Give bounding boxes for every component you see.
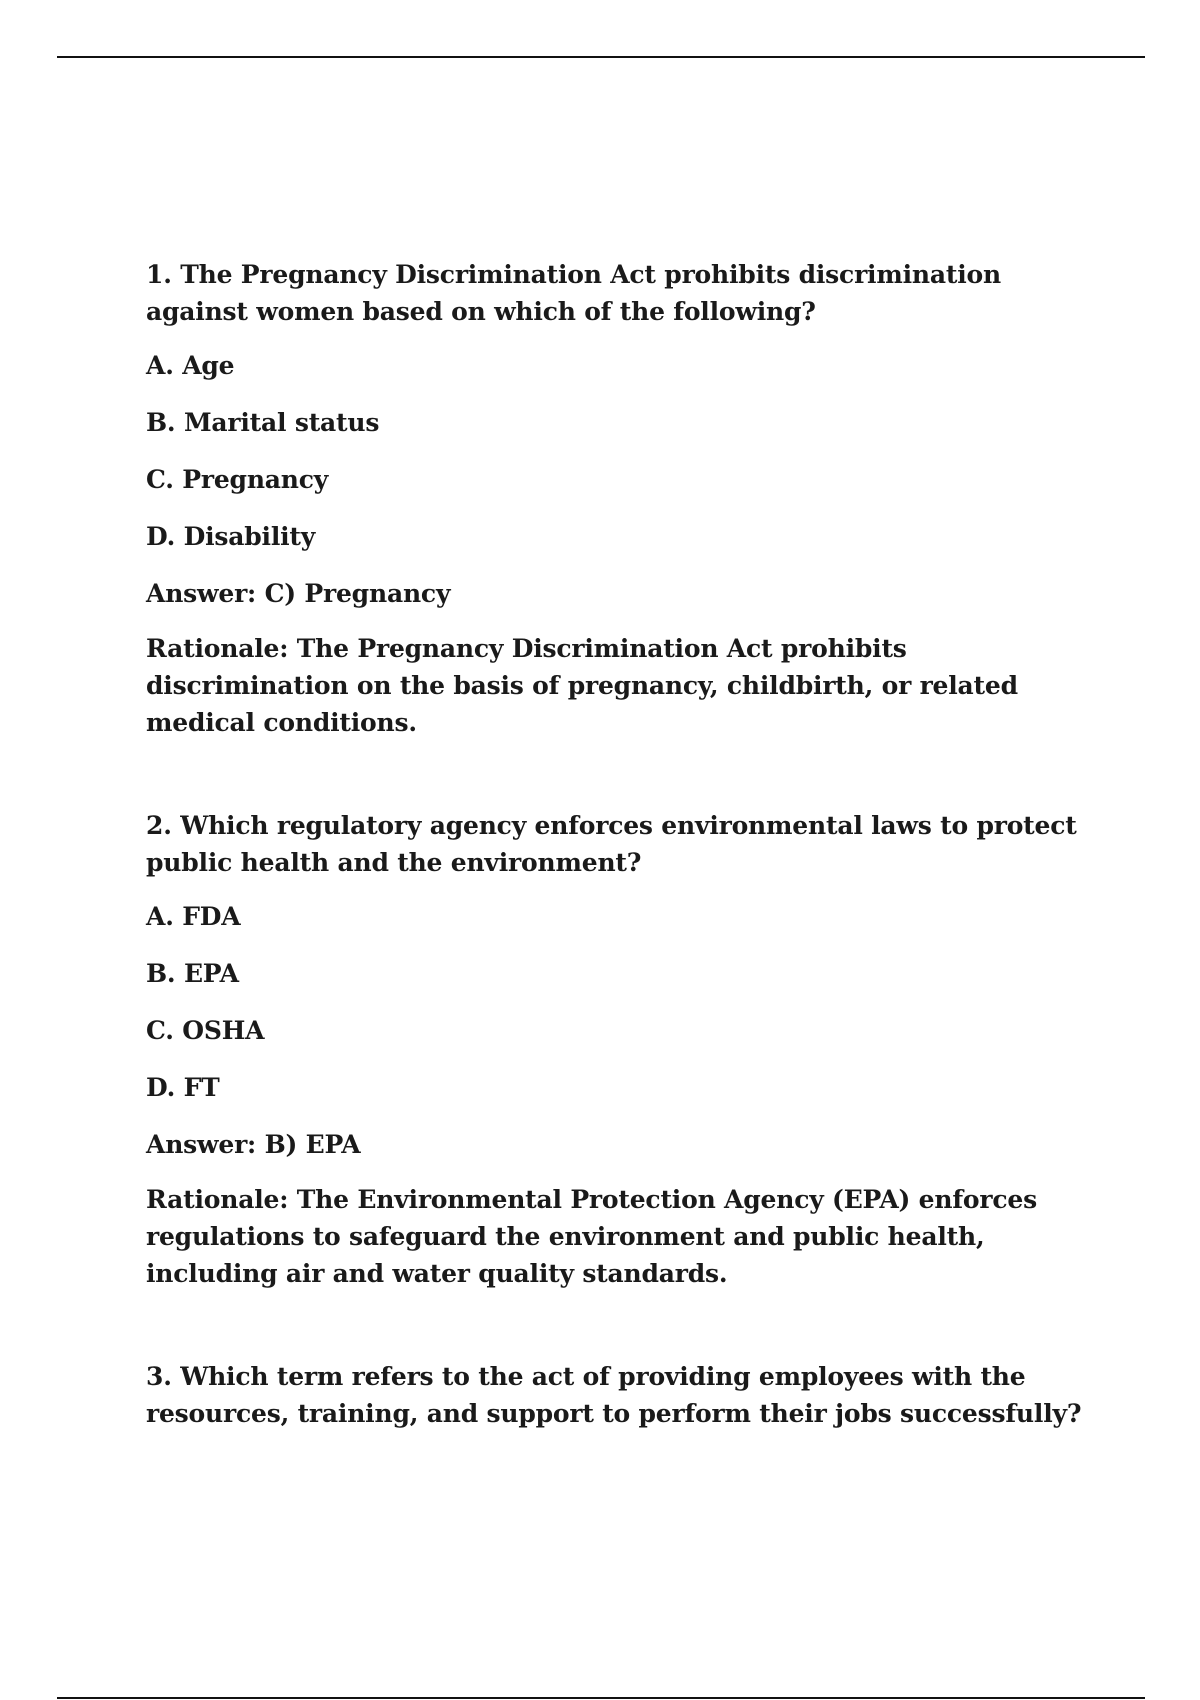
question-3 <box>146 1358 1096 1432</box>
question-text: 2. Which regulatory agency enforces environmental laws to protect public health and the environment? <box>146 811 1077 877</box>
option-a: A. Age <box>146 351 235 380</box>
footer-rule <box>57 1697 1145 1699</box>
question-text: 3. Which term refers to the act of providing employees with the resources, training, and support to perform their jobs successfully? <box>146 1362 1082 1428</box>
option-a: A. FDA <box>146 902 241 931</box>
question-2 <box>146 807 1096 1292</box>
option-c: C. OSHA <box>146 1016 265 1045</box>
question-text: 1. The Pregnancy Discrimination Act prohibits discrimination against women based on which of the following? <box>146 260 1001 326</box>
option-b: B. EPA <box>146 959 239 988</box>
header-rule <box>57 56 1145 58</box>
rationale: Rationale: The Pregnancy Discrimination Act prohibits discrimination on the basis of pregnancy, childbirth, or related medical conditions. <box>146 634 1018 737</box>
option-d: D. Disability <box>146 522 316 551</box>
question-1 <box>146 256 1096 741</box>
option-c: C. Pregnancy <box>146 465 329 494</box>
document-body <box>146 256 1096 1449</box>
option-b: B. Marital status <box>146 408 380 437</box>
option-d: D. FT <box>146 1073 220 1102</box>
rationale: Rationale: The Environmental Protection Agency (EPA) enforces regulations to safeguard the environment and public health, including air and water quality standards. <box>146 1185 1037 1288</box>
answer: Answer: B) EPA <box>146 1130 361 1159</box>
answer: Answer: C) Pregnancy <box>146 579 451 608</box>
